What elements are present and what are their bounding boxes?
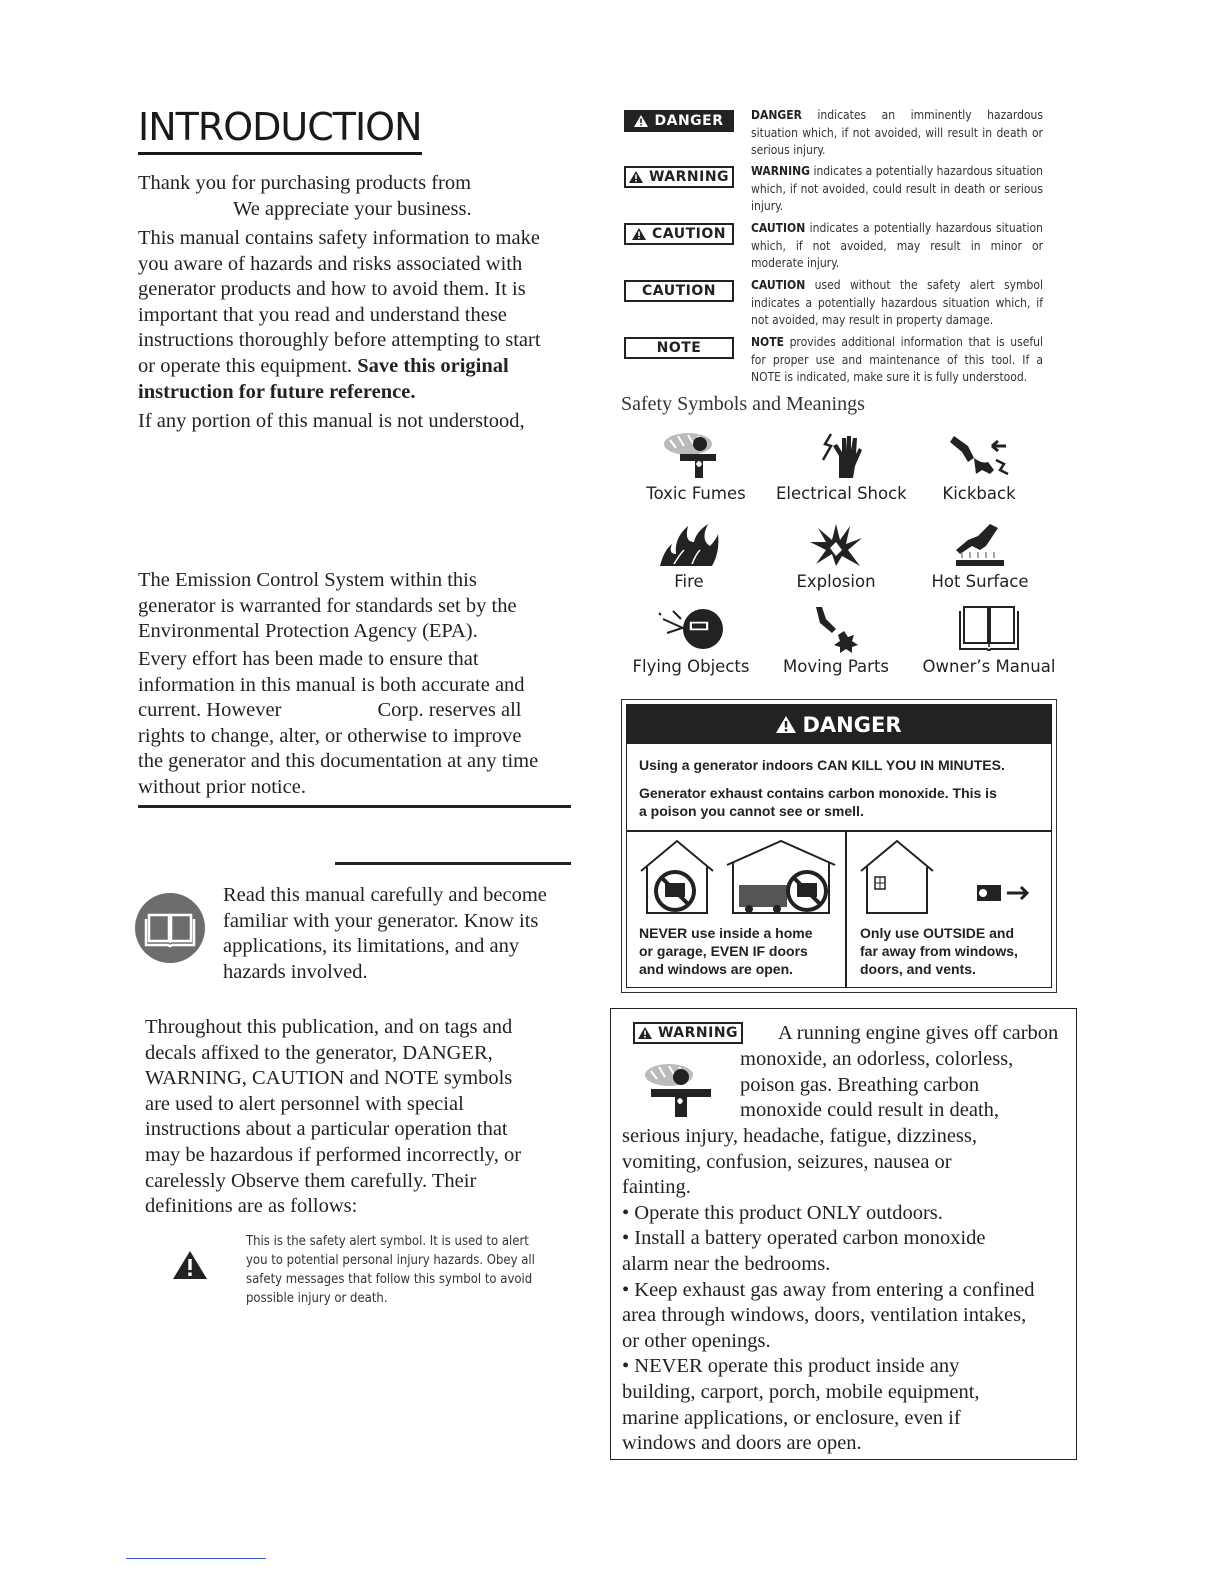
through-line: are used to alert personnel with special	[145, 1092, 464, 1115]
warning-badge	[624, 166, 734, 188]
danger-line-2b: a poison you cannot see or smell.	[639, 803, 864, 819]
warning-line: marine applications, or enclosure, even if	[622, 1406, 961, 1429]
warning-panel-badge	[633, 1022, 743, 1044]
danger-carbon-monoxide-panel	[621, 699, 1057, 993]
owners-manual-icon	[954, 603, 1024, 653]
moving-parts-label: Moving Parts	[782, 657, 890, 676]
warning-line: • Keep exhaust gas away from entering a confined	[622, 1278, 1035, 1301]
thank-line-1: Thank you for purchasing products from	[138, 172, 472, 194]
danger-badge-label: DANGER	[654, 113, 724, 129]
danger-panel-title: DANGER	[802, 712, 902, 737]
warning-line: • Operate this product ONLY outdoors.	[622, 1201, 943, 1224]
warning-line: or other openings.	[622, 1329, 771, 1352]
read-line: familiar with your generator. Know its	[223, 909, 539, 932]
accuracy-line: information in this manual is both accurate and	[138, 673, 525, 696]
accuracy-line: rights to change, alter, or otherwise to improve	[138, 724, 522, 747]
danger-word: DANGER	[751, 108, 802, 122]
caution-alert-definition	[751, 220, 1043, 273]
intro-paragraph	[138, 226, 541, 405]
toxic-fumes-icon	[639, 1061, 715, 1119]
owners-manual-label: Owner’s Manual	[922, 657, 1056, 676]
symbol-kickback	[924, 430, 1034, 503]
outside-line: doors, and vents.	[860, 961, 976, 977]
through-line: WARNING, CAUTION and NOTE symbols	[145, 1067, 513, 1090]
symbol-moving-parts	[777, 603, 895, 676]
danger-vertical-divider	[845, 831, 847, 987]
never-line: and windows are open.	[639, 961, 794, 977]
toxic-fumes-icon	[656, 430, 736, 480]
indoor-prohibited-illustration	[635, 835, 843, 915]
warning-badge-label: WARNING	[648, 169, 730, 185]
alert-triangle-icon	[634, 115, 648, 127]
read-line: Read this manual carefully and become	[223, 884, 547, 906]
save-instruction-2: instruction for future reference.	[138, 380, 416, 403]
symbol-owners-manual	[920, 603, 1058, 676]
symbol-fire	[639, 520, 739, 591]
warning-def-text: indicates a potentially hazardous situation which, if not avoided, could result in death or serious injury.	[751, 164, 1043, 213]
through-line: may be hazardous if performed incorrectly, or	[145, 1143, 522, 1166]
thank-line-2: We appreciate your business.	[233, 197, 472, 220]
fire-label: Fire	[674, 572, 704, 591]
through-line: Throughout this publication, and on tags and	[145, 1016, 513, 1038]
symbol-hot-surface	[925, 520, 1035, 591]
warning-line: building, carport, porch, mobile equipment,	[622, 1380, 980, 1403]
never-line: NEVER use inside a home	[639, 925, 813, 941]
symbol-electrical-shock	[776, 430, 906, 503]
emission-line: The Emission Control System within this	[138, 569, 477, 591]
thank-you-text	[138, 171, 472, 222]
explosion-label: Explosion	[796, 572, 876, 591]
warning-line: area through windows, doors, ventilation intakes,	[622, 1304, 1027, 1327]
accuracy-line: Every effort has been made to ensure that	[138, 648, 479, 670]
outside-only-text	[860, 924, 1018, 978]
warning-line: • Install a battery operated carbon monoxide	[622, 1227, 986, 1250]
alert-triangle-icon	[638, 1027, 652, 1039]
alert-def-line: safety messages that follow this symbol to avoid	[246, 1272, 533, 1287]
para1-line: or operate this equipment.	[138, 354, 353, 377]
fire-icon	[654, 520, 724, 568]
emission-line: generator is warranted for standards set by the	[138, 594, 517, 617]
warning-word: WARNING	[751, 164, 810, 178]
save-instruction: Save this original	[357, 354, 509, 377]
para1-line: generator products and how to avoid them. It is	[138, 278, 526, 301]
accuracy-paragraph	[138, 647, 538, 801]
para1-line: important that you read and understand these	[138, 303, 507, 326]
explosion-icon	[806, 520, 866, 568]
note-def-text: provides additional information that is useful for proper use and maintenance of this tool. If a NOTE is indicated, make sure it is fully understood.	[751, 335, 1043, 384]
caution-alert-badge	[624, 223, 734, 245]
warning-definition	[751, 163, 1043, 216]
through-line: carelessly Observe them carefully. Their	[145, 1169, 477, 1192]
danger-definition	[751, 107, 1043, 160]
hot-surface-icon	[950, 520, 1010, 568]
emission-line: Environmental Protection Agency (EPA).	[138, 620, 478, 643]
flying-objects-icon	[651, 603, 731, 653]
hot-surface-label: Hot Surface	[931, 572, 1029, 591]
danger-divider	[627, 830, 1051, 832]
warning-line: alarm near the bedrooms.	[622, 1252, 831, 1275]
moving-parts-icon	[806, 603, 866, 653]
warning-line: fainting.	[622, 1176, 691, 1199]
danger-panel-inner	[626, 704, 1052, 988]
warning-body	[622, 1124, 1034, 1457]
alert-def-line: you to potential personal injury hazards. Obey all	[246, 1253, 535, 1268]
danger-panel-header	[627, 705, 1051, 744]
alert-triangle-icon	[776, 716, 796, 733]
section-divider	[138, 805, 571, 808]
accuracy-line: current. However	[138, 699, 282, 722]
read-manual-text	[223, 883, 547, 985]
kickback-icon	[944, 430, 1014, 480]
note-badge	[624, 337, 734, 359]
note-definition	[751, 334, 1043, 387]
emission-paragraph	[138, 568, 517, 645]
note-word: NOTE	[751, 335, 784, 349]
through-line: instructions about a particular operation that	[145, 1118, 508, 1141]
read-line: hazards involved.	[223, 960, 368, 983]
symbol-explosion	[781, 520, 891, 591]
never-indoors-text	[639, 924, 813, 978]
alert-def-line: This is the safety alert symbol. It is used to alert	[246, 1234, 529, 1249]
throughout-paragraph	[145, 1015, 521, 1220]
page-title: INTRODUCTION	[138, 106, 422, 155]
warning-line: A running engine gives off carbon	[778, 1022, 1059, 1044]
caution-def-text: used without the safety alert symbol indicates a potentially hazardous situation which, if not avoided, may result in property damage.	[751, 278, 1043, 327]
warning-carbon-monoxide-panel	[610, 1008, 1077, 1460]
warning-line: vomiting, confusion, seizures, nausea or	[622, 1150, 952, 1173]
caution-badge-label: CAUTION	[642, 283, 716, 299]
alert-def-line: possible injury or death.	[246, 1291, 388, 1306]
safety-alert-icon	[172, 1250, 208, 1285]
danger-line-2	[639, 784, 997, 820]
safety-alert-definition	[246, 1232, 535, 1308]
accuracy-line: the generator and this documentation at any time	[138, 750, 539, 773]
read-manual-icon	[135, 893, 205, 963]
danger-line-1: Using a generator indoors CAN KILL YOU IN MINUTES.	[639, 757, 1005, 773]
danger-badge	[624, 110, 734, 132]
caution-word: CAUTION	[751, 278, 806, 292]
footer-link-underline[interactable]	[126, 1558, 266, 1559]
not-understood-text: If any portion of this manual is not understood,	[138, 410, 525, 432]
para1-line: This manual contains safety information to make	[138, 227, 540, 249]
never-line: or garage, EVEN IF doors	[639, 943, 808, 959]
alert-triangle-icon	[629, 171, 643, 183]
caution-badge	[624, 280, 734, 302]
warning-line: poison gas. Breathing carbon	[740, 1073, 980, 1096]
flying-objects-label: Flying Objects	[632, 657, 750, 676]
caution-badge-label: CAUTION	[652, 226, 726, 242]
warning-line: serious injury, headache, fatigue, dizziness,	[622, 1125, 978, 1147]
symbols-title: Safety Symbols and Meanings	[621, 393, 865, 415]
through-line: definitions are as follows:	[145, 1195, 358, 1218]
para1-line: you aware of hazards and risks associated with	[138, 252, 523, 275]
caution-definition	[751, 277, 1043, 330]
kickback-label: Kickback	[942, 484, 1016, 503]
electrical-shock-icon	[811, 430, 871, 480]
read-line: applications, its limitations, and any	[223, 935, 520, 958]
outside-line: Only use OUTSIDE and	[860, 925, 1015, 941]
caution-word: CAUTION	[751, 221, 806, 235]
outside-line: far away from windows,	[860, 943, 1018, 959]
warning-line: • NEVER operate this product inside any	[622, 1355, 960, 1378]
warning-panel-badge-label: WARNING	[657, 1025, 739, 1041]
toxic-fumes-label: Toxic Fumes	[646, 484, 746, 503]
section-divider-short	[335, 862, 571, 865]
warning-line: monoxide, an odorless, colorless,	[740, 1048, 1014, 1070]
warning-intro-lines	[740, 1047, 1013, 1124]
symbol-toxic-fumes	[636, 430, 756, 503]
accuracy-line: without prior notice.	[138, 775, 306, 798]
warning-line: windows and doors are open.	[622, 1432, 862, 1455]
through-line: decals affixed to the generator, DANGER,	[145, 1041, 493, 1064]
warning-line: monoxide could result in death,	[740, 1099, 1000, 1122]
para1-line: instructions thoroughly before attempting to start	[138, 329, 541, 352]
outdoor-use-illustration	[857, 835, 1047, 915]
danger-line-2a: Generator exhaust contains carbon monoxide. This is	[639, 785, 997, 801]
note-badge-label: NOTE	[656, 340, 702, 356]
danger-def-text: indicates an imminently hazardous situation which, if not avoided, will result in death or serious injury.	[751, 108, 1043, 157]
corp-reserves: Corp. reserves all	[377, 699, 522, 722]
alert-triangle-icon	[632, 228, 646, 240]
symbol-flying-objects	[630, 603, 752, 676]
caution-def-text: indicates a potentially hazardous situation which, if not avoided, may result in minor or moderate injury.	[751, 221, 1043, 270]
electrical-shock-label: Electrical Shock	[776, 484, 907, 503]
